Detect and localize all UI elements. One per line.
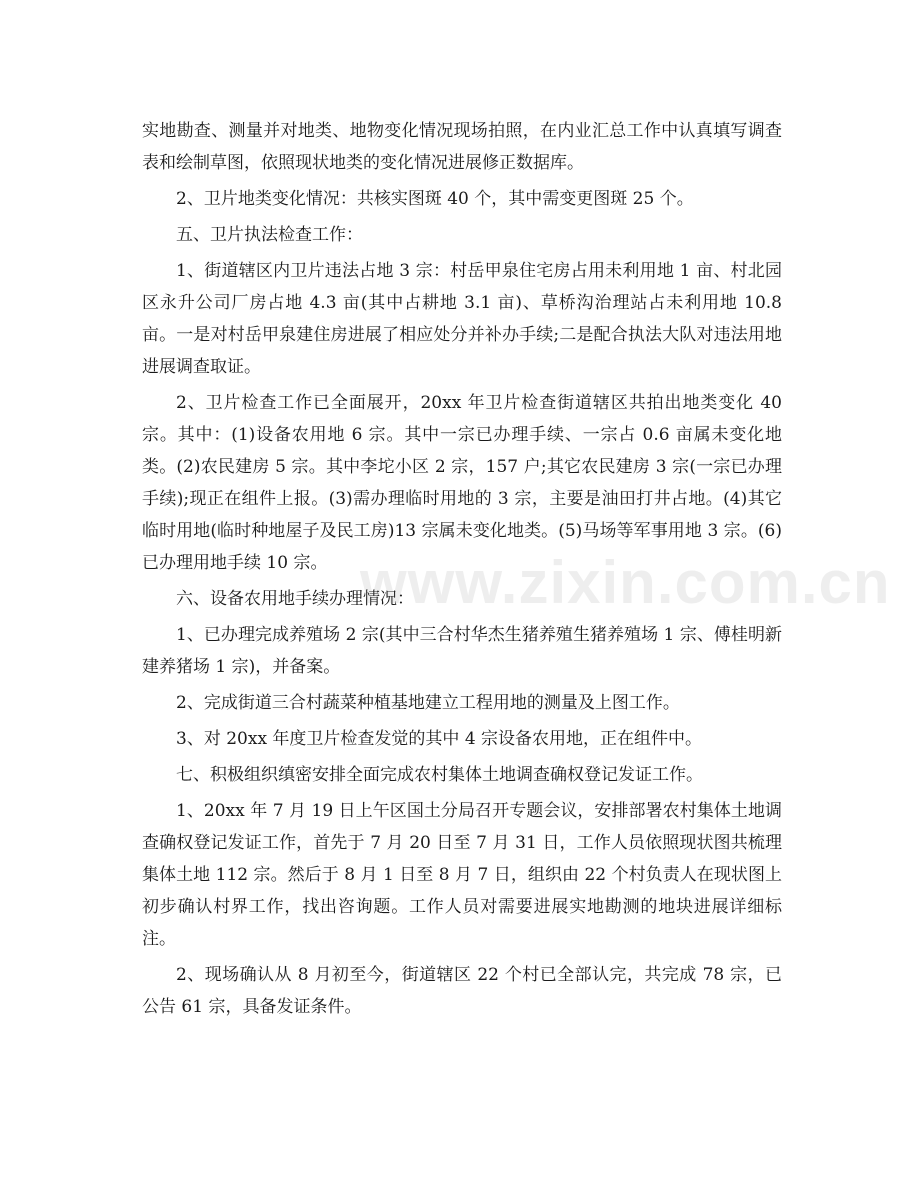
watermark: www.zixin.com.cn <box>360 549 891 616</box>
paragraph-illegal-land: 1、街道辖区内卫片违法占地 3 宗：村岳甲泉住宅房占用未利用地 1 亩、村北园区永升公司厂房占地 4.3 亩(其中占耕地 3.1 亩)、草桥沟治理站占未利用地 10.8 亩。一是对村岳甲泉建住房进展了相应处分并补办手续;二是配合执法大队对违法用地进展调查取证。 <box>142 261 782 377</box>
section-heading-5: 五、卫片执法检查工作： <box>176 225 363 245</box>
paragraph-onsite-confirmation: 2、现场确认从 8 月初至今，街道辖区 22 个村已全部认完，共完成 78 宗，已公告 61 宗，具备发证条件。 <box>142 965 782 1017</box>
paragraph-meeting: 1、20xx 年 7 月 19 日上午区国土分局召开专题会议，安排部署农村集体土地调查确权登记发证工作，首先于 7 月 20 日至 7 月 31 日，工作人员依照现状图共梳理集体土地 112 宗。然后于 8 月 1 日至 8 月 7 日，组织由 22 个村负责人在现状图上初步确认村界工作，找出咨询题。工作人员对需要进展实地勘测的地块进展详细标注。 <box>142 801 782 949</box>
document-body <box>142 115 782 1023</box>
paragraph-satellite-check: 2、卫片检查工作已全面展开，20xx 年卫片检查街道辖区共拍出地类变化 40 宗。其中：(1)设备农用地 6 宗。其中一宗已办理手续、一宗占 0.6 亩属未变化地类。(2)农民建房 5 宗。其中李坨小区 2 宗，157 户;其它农民建房 3 宗(一宗已办理手续);现正在组件上报。(3)需办理临时用地的 3 宗，主要是油田打井占地。(4)其它临时用地(临时种地屋子及民工房)13 宗属未变化地类。(5)马场等军事用地 3 宗。(6)已办理用地手续 10 宗。 <box>142 393 782 573</box>
paragraph-land-change: 2、卫片地类变化情况：共核实图斑 40 个，其中需变更图斑 25 个。 <box>176 189 694 209</box>
section-heading-7: 七、积极组织缜密安排全面完成农村集体土地调查确权登记发证工作。 <box>176 765 703 785</box>
paragraph-continuation: 实地勘查、测量并对地类、地物变化情况现场拍照，在内业汇总工作中认真填写调查表和绘制草图，依照现状地类的变化情况进展修正数据库。 <box>142 121 782 173</box>
paragraph-farms: 1、已办理完成养殖场 2 宗(其中三合村华杰生猪养殖生猪养殖场 1 宗、傅桂明新建养猪场 1 宗)，并备案。 <box>142 625 782 677</box>
paragraph-agri-land-pending: 3、对 20xx 年度卫片检查发觉的其中 4 宗设备农用地，正在组件中。 <box>176 729 703 749</box>
paragraph-vegetable-base: 2、完成街道三合村蔬菜种植基地建立工程用地的测量及上图工作。 <box>176 693 680 713</box>
section-heading-6: 六、设备农用地手续办理情况： <box>176 589 414 609</box>
